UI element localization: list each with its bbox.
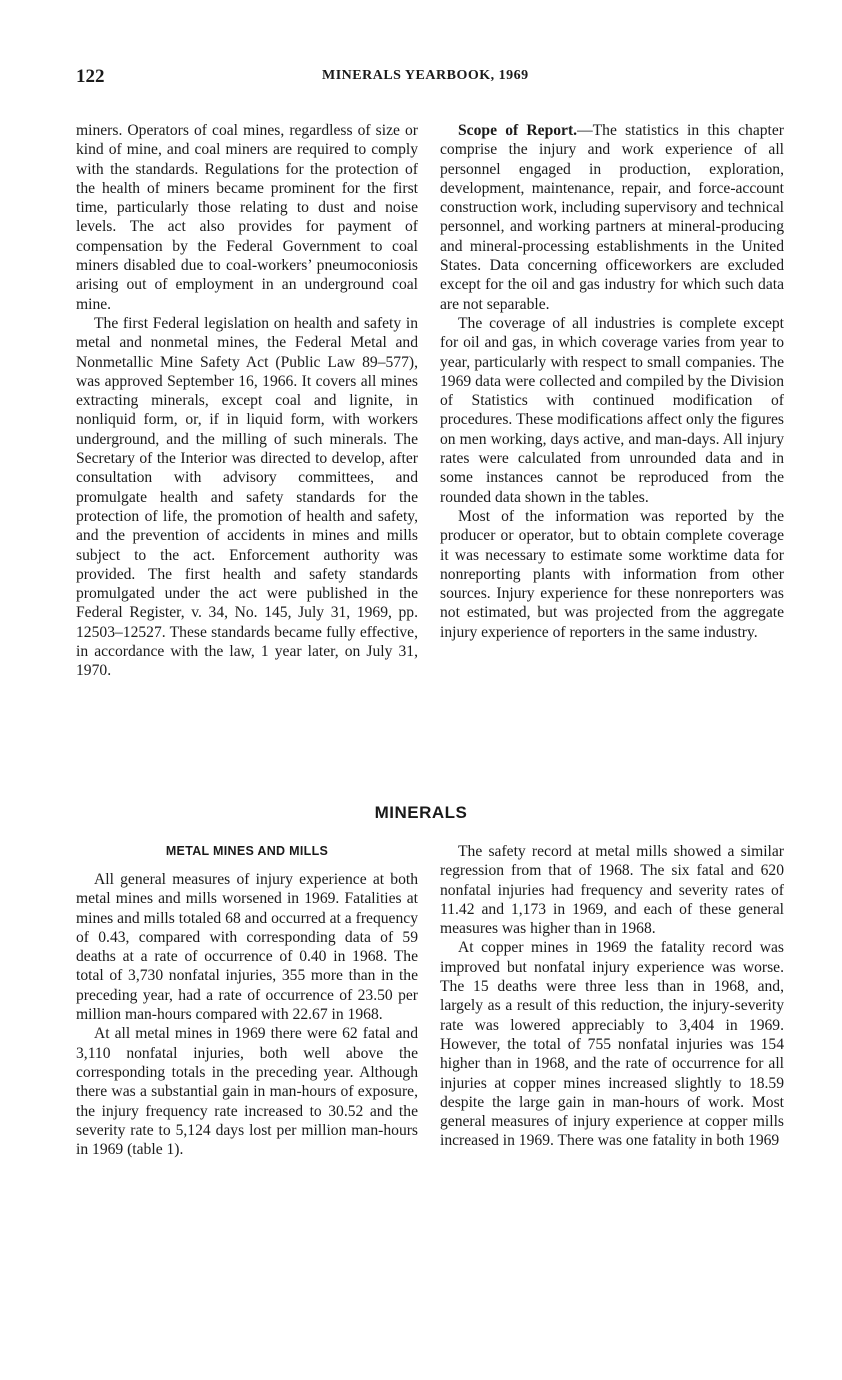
paragraph-metal-mines: At all metal mines in 1969 there were 62 fatal and 3,110 nonfatal injuries, both well above the corresponding totals in the preceding year. Although there was a substantial gain in man-hours of exposure, the injury frequency rate increased to 30.52 and the severity rate to 5,124 days lost per million man-hours in 1969 (table 1). [76, 1025, 418, 1159]
paragraph-federal-legislation: The first Federal legislation on health and safety in metal and nonmetal mines, the Federal Metal and Nonmetallic Mine Safety Act (Public Law 89–577), was approved September 16, 1966. It covers all mines extracting minerals, except coal and lignite, in nonliquid form, or, if in liquid form, with workers underground, and the milling of such minerals. The Secretary of the Interior was directed to develop, after consultation with advisory committees, and promulgate health and safety standards for the protection of life, the promotion of health and safety, and the prevention of accidents in mines and mills subject to the act. Enforcement authority was provided. The first health and safety standards promulgated under the act were published in the Federal Register, v. 34, No. 145, July 31, 1969, pp. 12503–12527. These standards became fully effective, in accordance with the law, 1 year later, on July 31, 1970. [76, 314, 418, 680]
paragraph-coverage: The coverage of all industries is complete except for oil and gas, in which coverage varies from year to year, particularly with respect to small companies. The 1969 data were collected and compiled by the Division of Statistics with continued modification of procedures. These modifications affect only the figures on men working, days active, and man-days. All injury rates were calculated from unrounded data and in some instances cannot be reproduced from the rounded data shown in the tables. [440, 314, 784, 506]
paragraph-information-reporting: Most of the information was reported by the producer or operator, but to obtain complete coverage it was necessary to estimate some worktime data for nonreporting plants with information from other sources. Injury experience for these nonreporters was not estimated, but was projected from the aggregate injury experience of reporters in the same industry. [440, 507, 784, 641]
minerals-left-column [76, 870, 418, 1159]
paragraph-metal-mills: The safety record at metal mills showed a similar regression from that of 1968. The six fatal and 620 nonfatal injuries had frequency and severity rates of 11.42 and 1,173 in 1969, and each of these general measures was higher than in 1968. [440, 843, 784, 938]
paragraph-coal-standards: miners. Operators of coal mines, regardless of size or kind of mine, and coal miners are required to comply with the standards. Regulations for the protection of the health of miners became prominent for the first time, particularly those relating to dust and noise levels. The act also provides for payment of compensation by the Federal Government to coal miners disabled due to coal-workers’ pneumoconiosis arising out of employment in an underground coal mine. [76, 122, 418, 313]
page-number: 122 [76, 66, 105, 87]
section-title-minerals: MINERALS [374, 803, 468, 822]
minerals-right-column [440, 842, 784, 1151]
paragraph-scope-of-report [440, 121, 784, 314]
subsection-title-metal-mines: METAL MINES AND MILLS [165, 844, 329, 858]
paragraph-general-measures: All general measures of injury experience at both metal mines and mills worsened in 1969. Fatalities at mines and mills totaled 68 and occurred at a frequency of 0.43, compared with corresponding data of 59 deaths at a rate of occurrence of 0.40 in 1968. The total of 3,730 nonfatal injuries, 355 more than in the preceding year, had a rate of occurrence of 23.50 per million man-hours compared with 22.67 in 1968. [76, 871, 418, 1024]
scope-text: —The statistics in this chapter comprise the injury and work experience of all personnel engaged in production, exploration, development, maintenance, repair, and force-account construction work, including supervisory and technical personnel, and working partners at mineral-producing and mineral-processing establishments in the United States. Data concerning officeworkers are excluded except for the oil and gas industry for which such data are not separable. [440, 122, 784, 313]
scope-heading: Scope of Report. [458, 122, 578, 139]
intro-right-column [440, 121, 784, 642]
intro-left-column [76, 121, 418, 681]
running-header: MINERALS YEARBOOK, 1969 [322, 68, 529, 83]
paragraph-copper-mines: At copper mines in 1969 the fatality record was improved but nonfatal injury experience was worse. The 15 deaths were three less than in 1968, and, largely as a result of this reduction, the injury-severity rate was lowered appreciably to 3,404 in 1969. However, the total of 755 nonfatal injuries was 154 higher than in 1968, and the rate of occurrence for all injuries at copper mines increased slightly to 18.59 despite the large gain in man-hours of work. Most general measures of injury experience at copper mills increased in 1969. There was one fatality in both 1969 [440, 939, 784, 1150]
